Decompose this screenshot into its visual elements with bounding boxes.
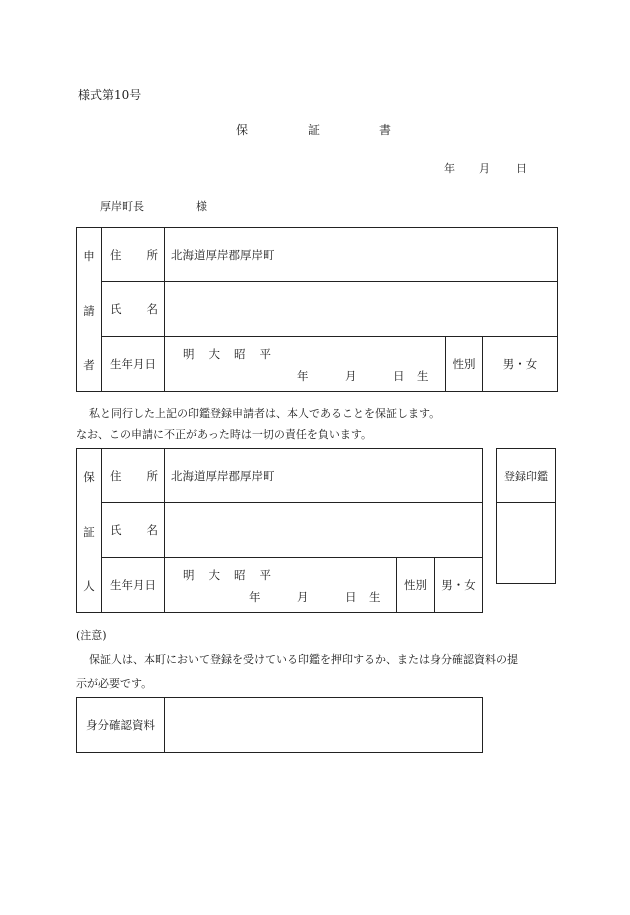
guarantor-era-taisho[interactable]: 大 xyxy=(208,568,220,582)
title-char-3: 書 xyxy=(379,123,392,137)
applicant-day-unit: 日 xyxy=(393,369,405,383)
id-docs-value xyxy=(165,718,171,732)
applicant-era-heisei[interactable]: 平 xyxy=(259,347,271,361)
applicant-era-taisho[interactable]: 大 xyxy=(208,347,220,361)
guarantor-birth-label: 生年月日 xyxy=(102,558,165,613)
guarantor-section-char-2: 証 xyxy=(83,525,95,539)
guarantor-sex-label: 性別 xyxy=(397,558,435,613)
id-docs-label: 身分確認資料 xyxy=(77,698,165,753)
date-year: 年 xyxy=(444,162,455,175)
guarantor-sex-options[interactable]: 男・女 xyxy=(435,558,483,613)
applicant-birth-field[interactable] xyxy=(165,337,446,392)
applicant-address-value: 北海道厚岸郡厚岸町 xyxy=(171,247,275,262)
addressee-honorific: 様 xyxy=(196,200,207,213)
applicant-birth-label: 生年月日 xyxy=(102,337,165,392)
applicant-month-unit: 月 xyxy=(345,369,357,383)
guarantor-name-value xyxy=(165,523,171,537)
guarantor-era-meiji[interactable]: 明 xyxy=(183,568,195,582)
applicant-section-char-3: 者 xyxy=(83,358,95,372)
applicant-section-label xyxy=(77,228,102,392)
applicant-era-showa[interactable]: 昭 xyxy=(234,347,246,361)
guarantor-day-unit: 日 xyxy=(345,590,357,604)
guarantor-year-unit: 年 xyxy=(249,590,261,604)
applicant-address-field[interactable] xyxy=(165,228,558,282)
guarantor-section-label xyxy=(77,449,102,613)
applicant-table xyxy=(76,227,558,392)
registered-seal-box[interactable] xyxy=(496,448,556,584)
guarantor-address-label: 住 所 xyxy=(102,449,165,503)
addressee-name: 厚岸町長 xyxy=(100,200,144,213)
note-line-2: 示が必要です。 xyxy=(76,677,153,690)
registered-seal-label: 登録印鑑 xyxy=(497,449,555,503)
applicant-born-suffix: 生 xyxy=(417,369,429,383)
title-char-1: 保 xyxy=(236,123,249,137)
guarantor-month-unit: 月 xyxy=(297,590,309,604)
applicant-name-label: 氏 名 xyxy=(102,282,165,337)
guarantor-section-char-1: 保 xyxy=(83,470,95,484)
guarantor-name-label: 氏 名 xyxy=(102,503,165,558)
guarantor-section-char-3: 人 xyxy=(83,579,95,593)
note-heading: (注意) xyxy=(76,629,107,642)
title-char-2: 証 xyxy=(308,123,321,137)
applicant-sex-options[interactable]: 男・女 xyxy=(483,337,558,392)
guarantor-address-field[interactable] xyxy=(165,449,483,503)
applicant-sex-label: 性別 xyxy=(446,337,483,392)
guarantor-era-showa[interactable]: 昭 xyxy=(234,568,246,582)
statement-line-1: 私と同行した上記の印鑑登録申請者は、本人であることを保証します。 xyxy=(89,407,441,420)
guarantor-address-value: 北海道厚岸郡厚岸町 xyxy=(171,468,275,483)
date-month: 月 xyxy=(479,162,490,175)
guarantor-table xyxy=(76,448,483,613)
applicant-name-field[interactable] xyxy=(165,282,558,337)
id-docs-field[interactable] xyxy=(165,698,483,753)
note-line-1: 保証人は、本町において登録を受けている印鑑を押印するか、または身分確認資料の提 xyxy=(89,653,518,666)
date-day: 日 xyxy=(516,162,527,175)
applicant-section-char-1: 申 xyxy=(83,249,95,263)
applicant-year-unit: 年 xyxy=(297,369,309,383)
applicant-address-label: 住 所 xyxy=(102,228,165,282)
guarantor-name-field[interactable] xyxy=(165,503,483,558)
id-docs-table xyxy=(76,697,483,753)
guarantor-birth-field[interactable] xyxy=(165,558,397,613)
statement-line-2: なお、この申請に不正があった時は一切の責任を負います。 xyxy=(76,428,373,441)
guarantor-born-suffix: 生 xyxy=(369,590,381,604)
guarantor-era-heisei[interactable]: 平 xyxy=(259,568,271,582)
applicant-era-meiji[interactable]: 明 xyxy=(183,347,195,361)
applicant-name-value xyxy=(165,302,171,316)
applicant-section-char-2: 請 xyxy=(83,304,95,318)
form-number: 様式第10号 xyxy=(78,88,142,102)
